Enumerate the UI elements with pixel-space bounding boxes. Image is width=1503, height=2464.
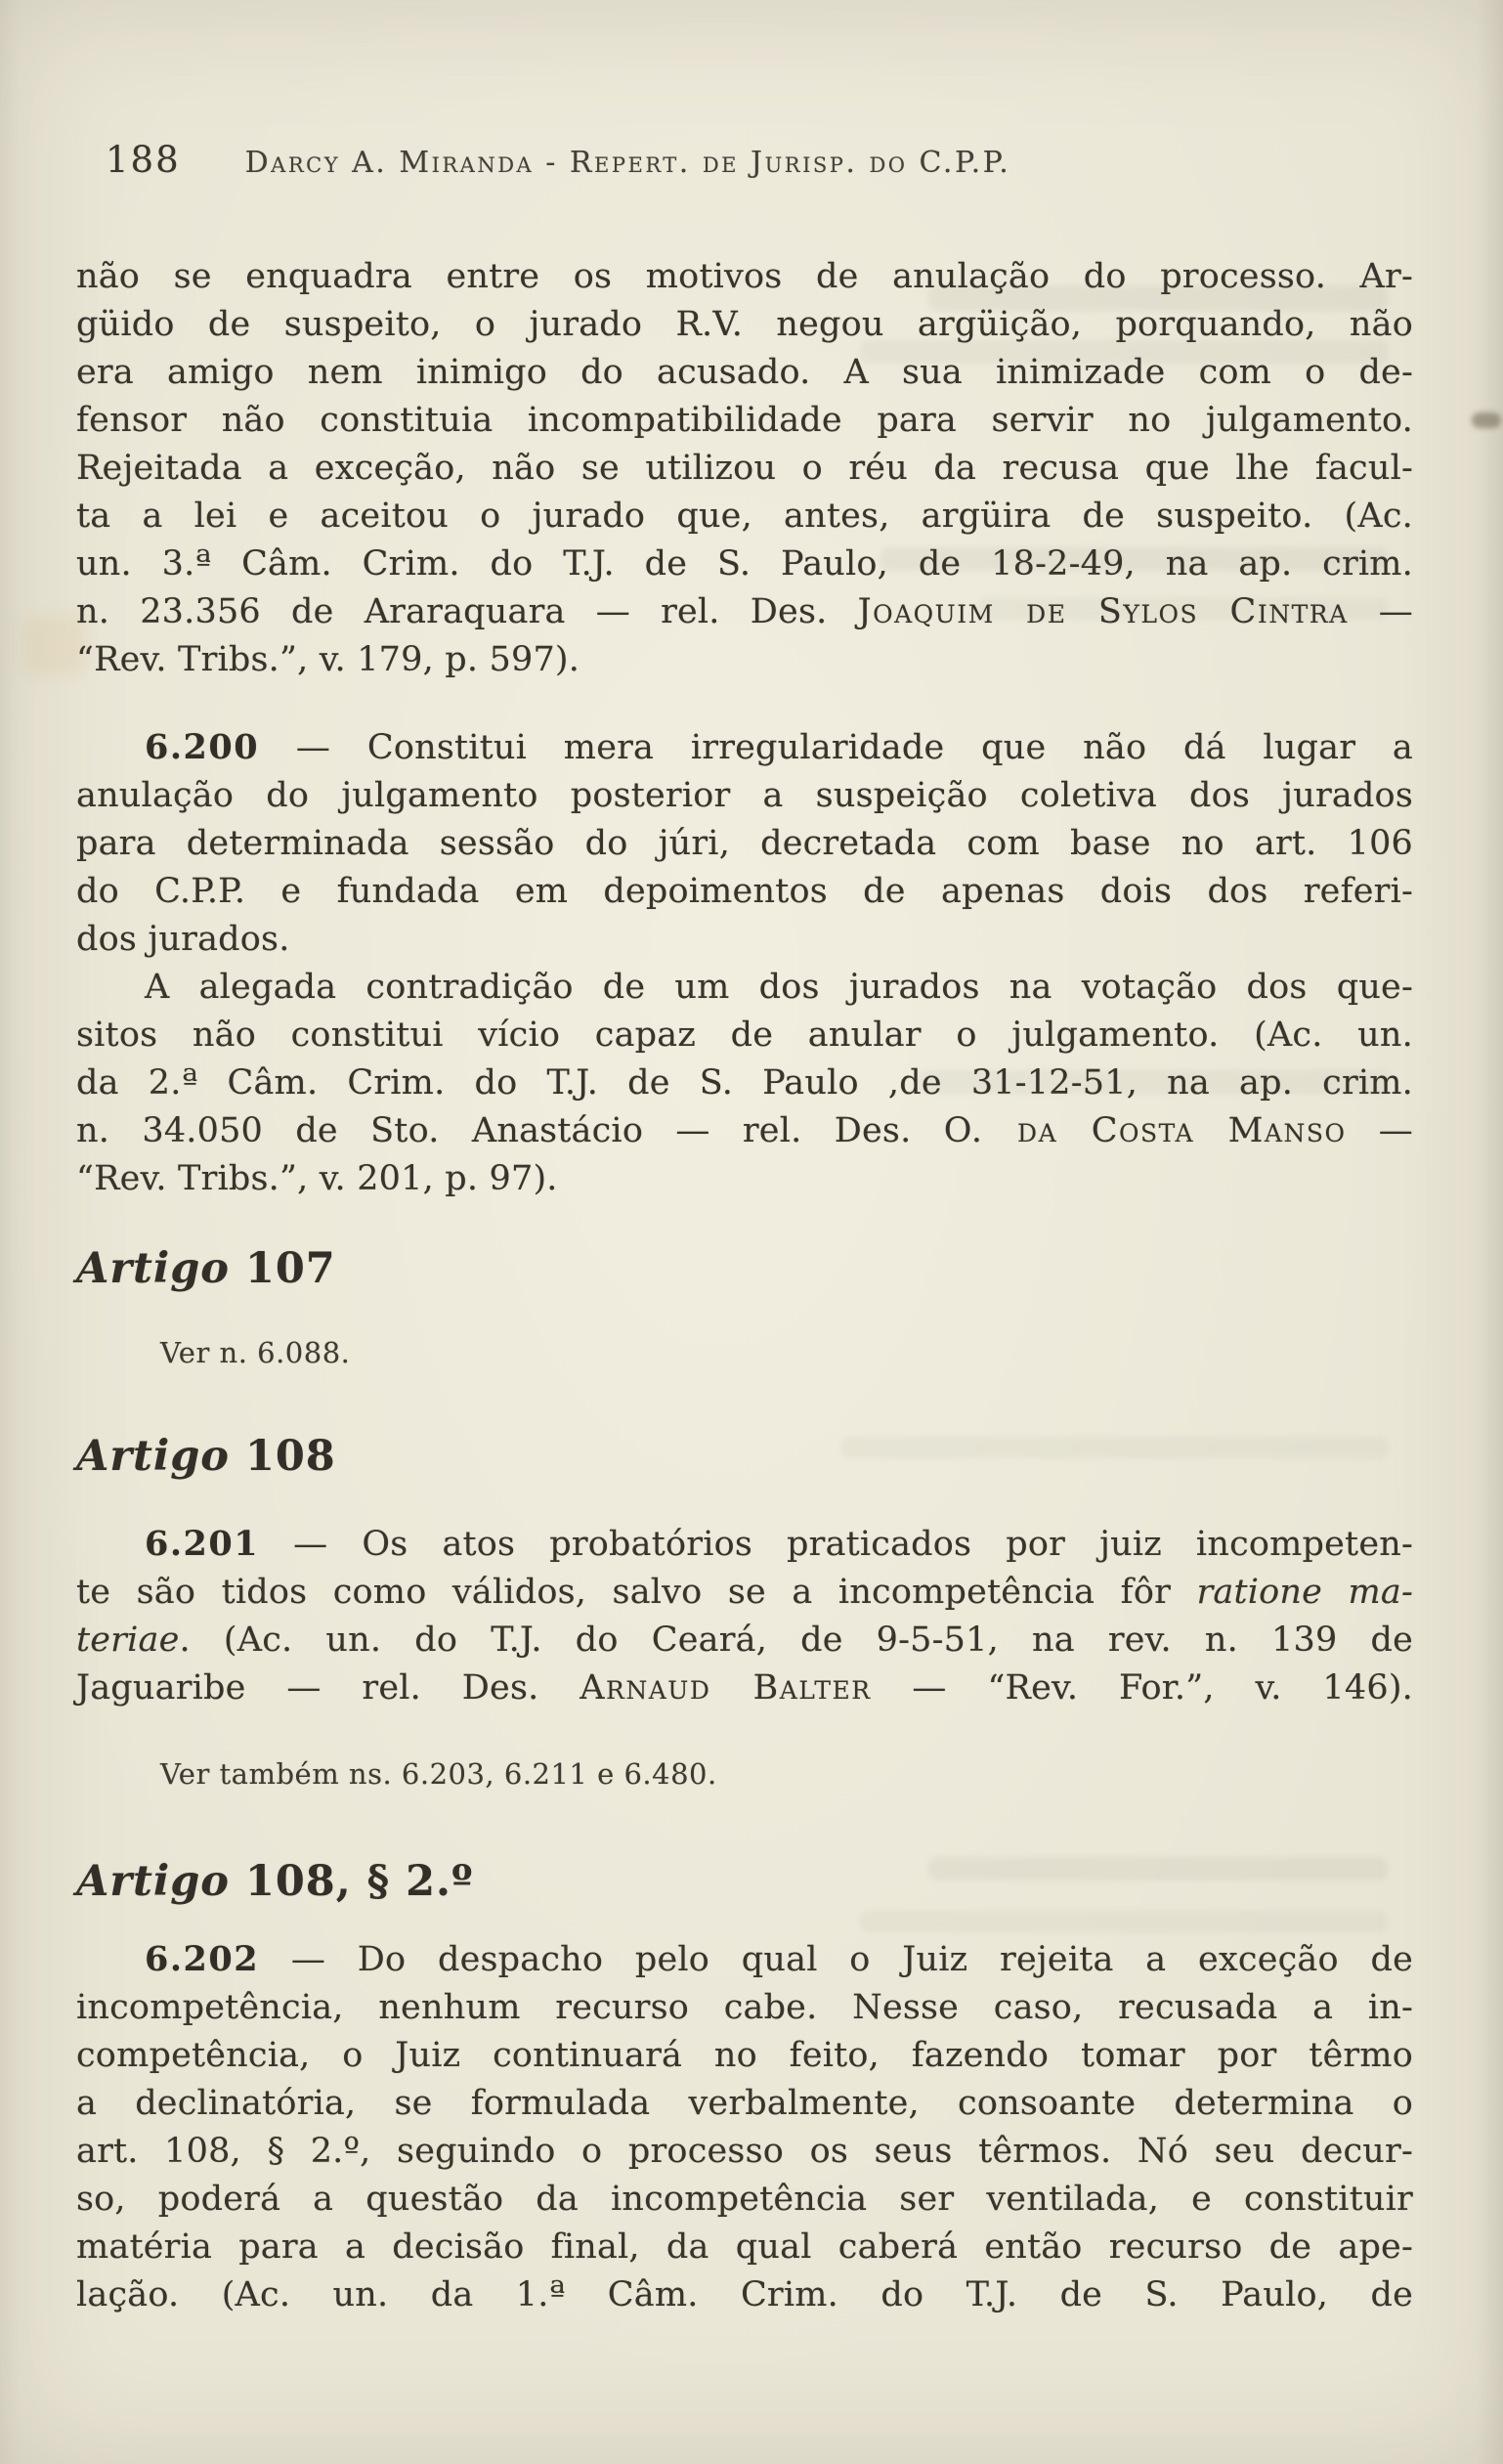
text-line [76,1520,1413,1569]
text-line: Rejeitada a exceção, não se utilizou o réu da recusa que lhe facul- [76,449,1413,488]
text-segment: — “Rev. For.”, v. 146). [871,1668,1414,1708]
text-line: so, poderá a questão da incompetência ser ventilada, e constituir [76,2180,1413,2219]
text-segment: — Do despacho pelo qual o Juiz rejeita a exceção de [259,1940,1413,1979]
text-line: anulação do julgamento posterior a suspeição coletiva dos jurados [76,776,1413,815]
text-line: da 2.ª Câm. Crim. do T.J. de S. Paulo ,de 31-12-51, na ap. crim. [76,1063,1413,1102]
article-number: 107 [244,1244,336,1293]
text-column [0,253,1503,2319]
text-segment: Jaguaribe — rel. Des. [76,1668,580,1708]
relator-name: Joaquim de Sylos Cintra [857,592,1349,631]
latin-phrase: teriae [76,1621,180,1660]
text-line: sitos não constitui vício capaz de anular o julgamento. (Ac. un. [76,1016,1413,1055]
text-line: matéria para a decisão final, da qual caberá então recurso de ape- [76,2227,1413,2267]
text-line: competência, o Juiz continuará no feito, fazendo tomar por têrmo [76,2036,1413,2075]
text-line: art. 108, § 2.º, seguindo o processo os seus têrmos. Nó seu decur- [76,2132,1413,2171]
text-segment: . (Ac. un. do T.J. do Ceará, de 9-5-51, na rev. n. 139 de [179,1621,1413,1660]
article-word: Artigo [76,1244,230,1293]
text-line: era amigo nem inimigo do acusado. A sua inimizade com o de- [76,353,1413,392]
text-line: para determinada sessão do júri, decretada com base no art. 106 [76,824,1413,863]
text-line [76,723,1413,772]
text-line: não se enquadra entre os motivos de anulação do processo. Ar- [76,257,1413,296]
article-heading-108-paragraph-2 [76,1857,1413,1906]
text-line: A alegada contradição de um dos jurados na votação dos que- [145,968,1413,1007]
article-word: Artigo [76,1857,230,1906]
text-line: dos jurados. [76,920,290,959]
page-number: 188 [106,139,181,181]
text-segment: n. 34.050 de Sto. Anastácio — rel. Des. [76,1111,944,1150]
running-title: Darcy A. Miranda - Repert. de Jurisp. do C.P.P. [244,146,1011,180]
text-line: “Rev. Tribs.”, v. 179, p. 597). [76,640,580,679]
text-line [76,1569,1413,1617]
paragraph-continuation [76,253,1413,684]
text-line: a declinatória, se formulada verbalmente, consoante determina o [76,2084,1413,2123]
text-segment: — Os atos probatórios praticados por juiz incompeten- [259,1525,1413,1564]
paragraph-entry-6201 [76,1520,1413,1712]
paragraph-entry-6202 [76,1935,1413,2319]
relator-name: Arnaud Balter [580,1668,872,1708]
article-number: 108 [244,1432,336,1481]
entry-number: 6.200 [145,727,260,767]
page-header [0,0,1503,181]
cross-reference-note: Ver n. 6.088. [160,1336,351,1369]
cross-reference-note: Ver também ns. 6.203, 6.211 e 6.480. [160,1757,717,1791]
article-heading-108 [76,1432,1413,1481]
text-segment: — Constitui mera irregularidade que não dá lugar a [259,728,1413,767]
entry-number: 6.201 [145,1524,260,1564]
text-line [76,1664,1413,1712]
text-line [76,1107,1413,1155]
entry-number: 6.202 [145,1939,260,1979]
text-segment: n. 23.356 de Araraquara — rel. Des. [76,592,858,631]
paragraph-entry-6200-continued [76,964,1413,1203]
text-line [76,588,1413,636]
article-word: Artigo [76,1432,230,1481]
article-heading-107 [76,1244,1413,1293]
text-line: güido de suspeito, o jurado R.V. negou argüição, porquando, não [76,305,1413,344]
text-line: “Rev. Tribs.”, v. 201, p. 97). [76,1159,558,1198]
text-line: do C.P.P. e fundada em depoimentos de apenas dois dos referi- [76,872,1413,911]
relator-name: O. da Costa Manso [943,1111,1347,1150]
latin-phrase: ratione ma- [1196,1573,1414,1612]
text-line: incompetência, nenhum recurso cabe. Nesse caso, recusada a in- [76,1988,1413,2027]
text-line [76,1617,1413,1664]
text-line: lação. (Ac. un. da 1.ª Câm. Crim. do T.J. de S. Paulo, de [76,2275,1413,2314]
text-line: fensor não constituia incompatibilidade para servir no julgamento. [76,401,1413,440]
text-segment: — [1348,592,1413,631]
text-segment: te são tidos como válidos, salvo se a incompetência fôr [76,1573,1197,1612]
text-line: un. 3.ª Câm. Crim. do T.J. de S. Paulo, de 18-2-49, na ap. crim. [76,544,1413,584]
paragraph-entry-6200 [76,723,1413,964]
text-line: ta a lei e aceitou o jurado que, antes, argüira de suspeito. (Ac. [76,497,1413,536]
text-segment: — [1346,1111,1413,1150]
text-line [76,1935,1413,1984]
article-number: 108, § 2.º [244,1857,474,1906]
